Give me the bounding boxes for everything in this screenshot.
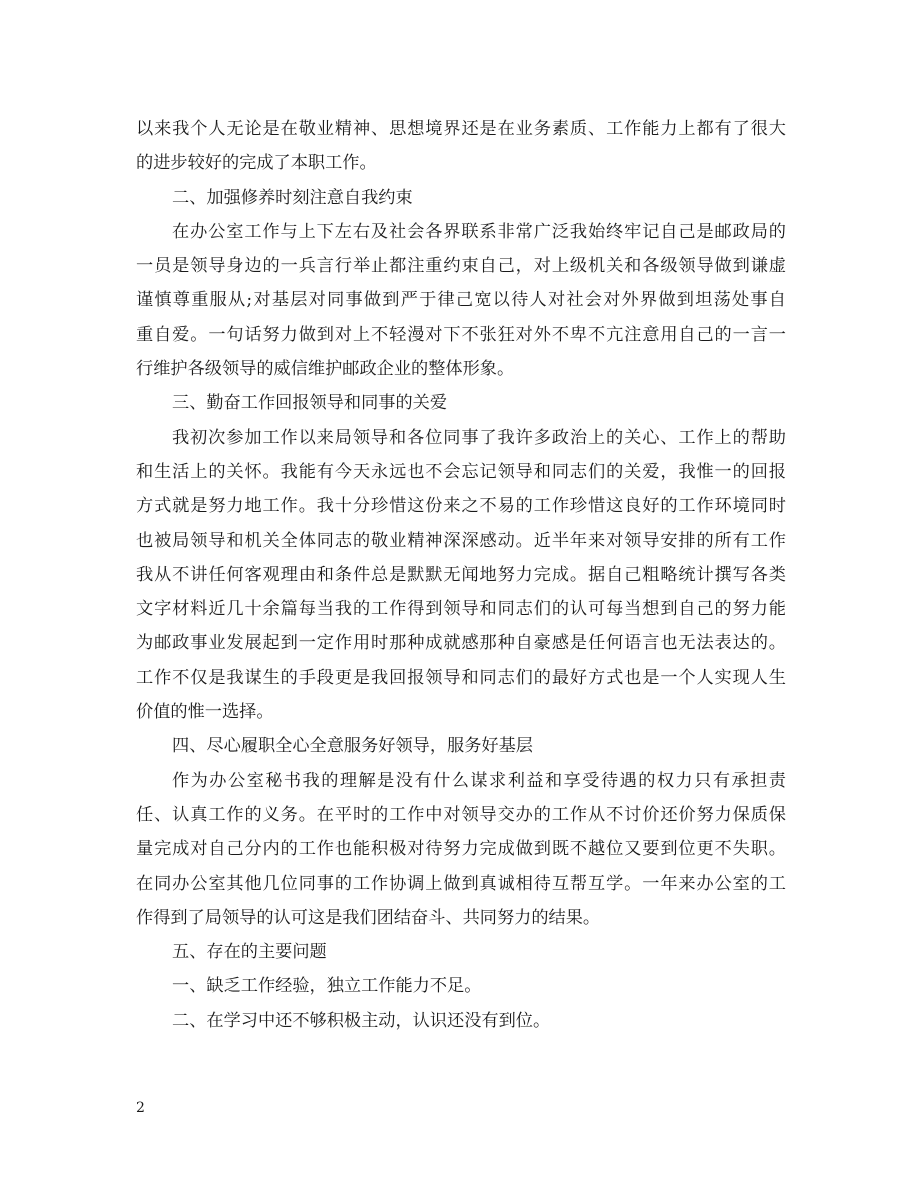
- text-line: 作得到了局领导的认可这是我们团结奋斗、共同努力的结果。: [136, 907, 601, 928]
- text-line: 谨慎尊重服从;对基层对同事做到严于律己宽以待人对社会对外界做到坦荡处事自: [136, 290, 786, 311]
- text-line: 文字材料近几十余篇每当我的工作得到领导和同志们的认可每当想到自己的努力能: [136, 599, 786, 620]
- text-line: 方式就是努力地工作。我十分珍惜这份来之不易的工作珍惜这良好的工作环境同时: [136, 496, 786, 517]
- text-line: 四、尽心履职全心全意服务好领导，服务好基层: [172, 736, 533, 757]
- text-line: 为邮政事业发展起到一定作用时那种成就感那种自豪感是任何语言也无法表达的。: [136, 633, 786, 654]
- text-line: 在办公室工作与上下左右及社会各界联系非常广泛我始终牢记自己是邮政局的: [172, 221, 786, 242]
- document-body: [136, 112, 786, 1038]
- text-line: 五、存在的主要问题: [172, 942, 327, 963]
- text-line: 的进步较好的完成了本职工作。: [136, 153, 377, 174]
- text-line: 我初次参加工作以来局领导和各位同事了我许多政治上的关心、工作上的帮助: [172, 427, 786, 448]
- text-line: 在同办公室其他几位同事的工作协调上做到真诚相待互帮互学。一年来办公室的工: [136, 873, 786, 894]
- page-number: 2: [136, 1100, 145, 1116]
- text-line: 作为办公室秘书我的理解是没有什么谋求利益和享受待遇的权力只有承担责: [172, 770, 786, 791]
- text-line: 也被局领导和机关全体同志的敬业精神深深感动。近半年来对领导安排的所有工作: [136, 530, 786, 551]
- text-line: 一员是领导身边的一兵言行举止都注重约束自己，对上级机关和各级领导做到谦虚: [136, 256, 786, 277]
- text-line: 工作不仅是我谋生的手段更是我回报领导和同志们的最好方式也是一个人实现人生: [136, 667, 786, 688]
- text-line: 二、在学习中还不够积极主动，认识还没有到位。: [172, 1010, 551, 1031]
- text-line: 价值的惟一选择。: [136, 702, 274, 723]
- text-line: 量完成对自己分内的工作也能积极对待努力完成做到既不越位又要到位更不失职。: [136, 839, 786, 860]
- text-line: 行维护各级领导的威信维护邮政企业的整体形象。: [136, 359, 515, 380]
- text-line: 我从不讲任何客观理由和条件总是默默无闻地努力完成。据自己粗略统计撰写各类: [136, 564, 786, 585]
- text-line: 任、认真工作的义务。在平时的工作中对领导交办的工作从不讨价还价努力保质保: [136, 804, 786, 825]
- text-line: 以来我个人无论是在敬业精神、思想境界还是在业务素质、工作能力上都有了很大: [136, 119, 786, 139]
- text-line: 二、加强修养时刻注意自我约束: [172, 187, 413, 208]
- text-line: 和生活上的关怀。我能有今天永远也不会忘记领导和同志们的关爱，我惟一的回报: [136, 461, 786, 482]
- text-line: 一、缺乏工作经验，独立工作能力不足。: [172, 976, 482, 997]
- text-line: 三、勤奋工作回报领导和同事的关爱: [172, 393, 448, 414]
- text-line: 重自爱。一句话努力做到对上不轻漫对下不张狂对外不卑不亢注意用自己的一言一: [136, 324, 786, 345]
